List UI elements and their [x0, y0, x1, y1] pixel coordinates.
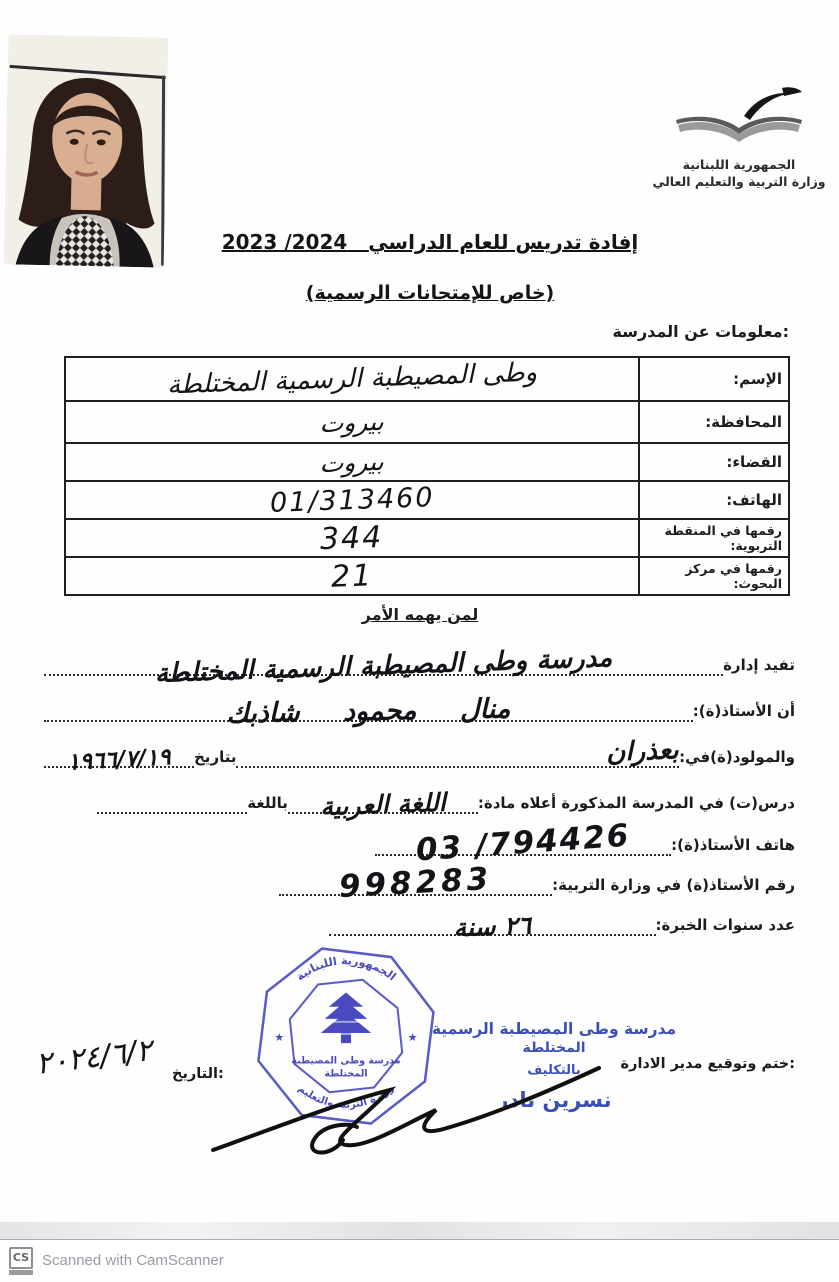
handwritten-birthplace: بعذران	[606, 735, 680, 768]
camscanner-logo-icon	[9, 1247, 31, 1275]
handwritten-date: ٢٠٢٤/٦/٢	[33, 1033, 155, 1082]
table-row	[65, 481, 789, 519]
dotted-field	[329, 910, 656, 943]
scan-shadow-band	[0, 1222, 839, 1239]
title-text: إفادة تدريس للعام الدراسي	[368, 230, 639, 254]
to-whom-it-may-concern-heading: لمن يهمه الأمر	[361, 605, 479, 624]
row-value: بيروت	[65, 401, 639, 443]
stamp-signature-label: ختم وتوقيع مدير الادارة:	[620, 1056, 795, 1072]
dotted-field	[288, 787, 478, 822]
scanned-with-text: Scanned with CamScanner	[42, 1252, 224, 1269]
stamp-star-left: ★	[274, 1031, 285, 1045]
cert-label: تفيد إدارة	[723, 656, 795, 674]
handwritten-teacher-name: منال محمود شاذبك	[226, 693, 511, 730]
principal-school-line1: مدرسة وطى المصيطبة الرسمية	[431, 1020, 677, 1038]
table-row	[65, 443, 789, 481]
stamp-bottom-text: وزارة التربية والتعليم	[295, 1082, 397, 1111]
cert-label: باللغة	[247, 794, 288, 812]
date-label: التاريخ:	[172, 1066, 224, 1082]
document-title	[160, 230, 700, 254]
signature-illustration	[205, 1032, 605, 1157]
handwritten-ministry-number: 998283	[338, 861, 494, 905]
document-subtitle: (خاص للإمتحانات الرسمية)	[305, 282, 555, 304]
cert-label: والمولود(ة)في:	[679, 748, 795, 766]
dotted-field	[44, 742, 194, 776]
title-years: 2023 /2024	[221, 230, 348, 254]
dotted-field	[279, 861, 552, 905]
dotted-field	[236, 735, 680, 768]
row-value: وطى المصيطبة الرسمية المختلطة	[65, 357, 639, 401]
row-value: 01/313460	[65, 481, 639, 519]
table-row	[65, 401, 789, 443]
handwritten-birthdate: ١٩٦٦/٧/١٩	[66, 744, 172, 776]
handwritten-teacher-phone: 03 /794426	[414, 817, 632, 869]
cert-label: رقم الأستاذ(ة) في وزارة التربية:	[552, 876, 795, 894]
cert-label: بتاريخ	[194, 748, 237, 766]
cert-line-subject	[44, 784, 795, 822]
dotted-field	[44, 693, 693, 730]
principal-name: نسرين نادر	[496, 1088, 612, 1112]
cert-line-birth	[44, 735, 795, 776]
cs-logo-letters: CS	[9, 1247, 33, 1269]
cert-label: عدد سنوات الخبرة:	[655, 916, 795, 934]
row-value: 21	[65, 557, 639, 595]
row-value: 344	[65, 519, 639, 557]
table-row	[65, 519, 789, 557]
school-info-table	[64, 356, 790, 596]
stamp-center-line1: مدرسة وطى المصيطبة	[291, 1055, 401, 1067]
open-book-icon	[664, 86, 814, 156]
cert-line-teacher-name	[44, 692, 795, 730]
cert-line-teacher-phone	[375, 817, 795, 869]
ministry-name-line2: وزارة التربية والتعليم العالي	[652, 174, 826, 189]
dotted-field	[44, 643, 723, 689]
cert-label: أن الأستاذ(ة):	[692, 702, 795, 720]
row-label: القضاء:	[639, 443, 789, 481]
cert-label: درس(ت) في المدرسة المذكورة أعلاه مادة:	[477, 794, 795, 812]
handwritten-school-name: مدرسة وطى المصيطبة الرسمية المختلطة	[154, 643, 613, 689]
principal-school-line2: المختلطة	[522, 1040, 586, 1056]
camscanner-footer	[0, 1240, 839, 1280]
table-row	[65, 557, 789, 595]
cs-logo-underline	[9, 1270, 33, 1275]
dotted-field	[97, 788, 247, 814]
school-info-section-label: معلومات عن المدرسة:	[612, 322, 789, 341]
row-label: رقمها في مركز البحوث:	[639, 557, 789, 595]
handwritten-subject: اللغة العربية	[319, 787, 447, 822]
row-value: بيروت	[65, 443, 639, 481]
row-label: الإسم:	[639, 357, 789, 401]
cert-line-school	[44, 643, 795, 689]
portrait-illustration	[4, 34, 169, 267]
teacher-portrait-photo	[4, 34, 169, 267]
director-signature	[205, 1032, 605, 1161]
table-row	[65, 357, 789, 401]
row-label: رقمها في المنقطة التربوية:	[639, 519, 789, 557]
ministry-logo-block	[644, 86, 834, 190]
ministry-name-line1: الجمهورية اللبنانية	[682, 157, 796, 172]
cert-line-ministry-number	[279, 861, 795, 905]
cert-line-experience	[329, 906, 795, 943]
row-label: الهاتف:	[639, 481, 789, 519]
stamp-top-text: الجمهورية اللبنانية	[293, 954, 399, 984]
stamp-star-right: ★	[407, 1031, 418, 1045]
principal-assignment: بالتكليف	[527, 1063, 581, 1078]
stamp-center-line2: المختلطة	[324, 1068, 368, 1080]
cert-label: هاتف الأستاذ(ة):	[671, 836, 795, 854]
handwritten-experience: ٢٦ سنة	[453, 910, 532, 943]
dotted-field	[375, 817, 671, 869]
row-label: المحافظة:	[639, 401, 789, 443]
